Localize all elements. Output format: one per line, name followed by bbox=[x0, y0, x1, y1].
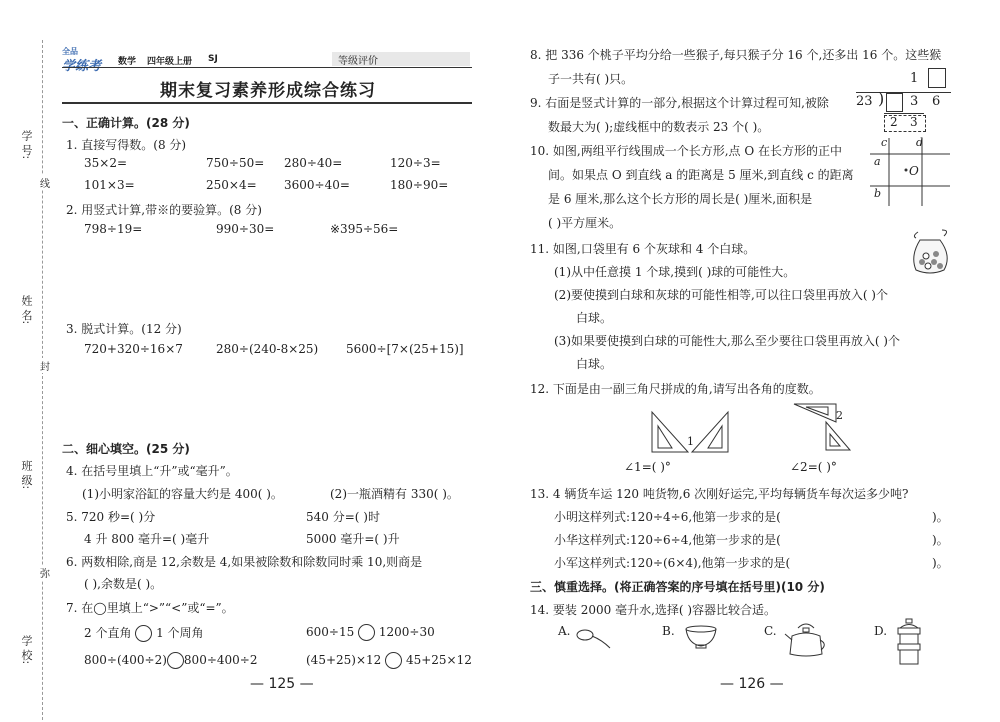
q2-item: 798÷19= bbox=[84, 222, 143, 236]
q12-angle-2-label: 2 bbox=[836, 409, 843, 422]
q5-part-1: 5. 720 秒=( )分 bbox=[66, 510, 156, 524]
q12-answer-1: ∠1=( )° bbox=[624, 460, 671, 474]
q9-digit: 2 bbox=[890, 115, 898, 129]
compare-circle[interactable] bbox=[385, 652, 402, 669]
compare-circle[interactable] bbox=[167, 652, 184, 669]
q7-left: 800÷(400÷2) bbox=[84, 653, 167, 667]
section-1-heading: 一、正确计算。(28 分) bbox=[62, 116, 190, 130]
q11-part-3-line-2: 白球。 bbox=[576, 357, 613, 371]
title-rule bbox=[62, 102, 472, 104]
q3-prompt: 3. 脱式计算。(12 分) bbox=[66, 322, 182, 336]
q6-line-1: 6. 两数相除,商是 12,余数是 4,如果被除数和除数同时乘 10,则商是 bbox=[66, 555, 423, 569]
header-edition: SJ bbox=[208, 54, 218, 64]
q7-compare-1 bbox=[84, 624, 204, 642]
q7-left: 600÷15 bbox=[306, 625, 355, 639]
binding-line bbox=[42, 40, 43, 720]
logo: 学练考 bbox=[62, 59, 102, 74]
binding-seal-mark: 封 bbox=[40, 358, 50, 373]
q11-part-2-line-2: 白球。 bbox=[576, 311, 613, 325]
page-number: — 125 — bbox=[250, 676, 314, 692]
q9-line-2: 数最大为( );虚线框中的数表示 23 个( )。 bbox=[548, 120, 770, 134]
q8-line-2: 子一共有( )只。 bbox=[548, 72, 634, 86]
q11-part-1: (1)从中任意摸 1 个球,摸到( )球的可能性大。 bbox=[554, 265, 796, 279]
q11-prompt: 11. 如图,口袋里有 6 个灰球和 4 个白球。 bbox=[530, 242, 756, 256]
q9-sub-line bbox=[884, 113, 924, 114]
right-page bbox=[500, 0, 1000, 722]
header-rule bbox=[62, 67, 472, 68]
q1-item: 120÷3= bbox=[390, 156, 441, 170]
q10-line-4: ( )平方厘米。 bbox=[548, 216, 622, 230]
q11-part-2-line-1: (2)要使摸到白球和灰球的可能性相等,可以往口袋里再放入( )个 bbox=[554, 288, 888, 302]
option-b-label[interactable]: B. bbox=[662, 624, 675, 638]
bag-icon bbox=[908, 226, 952, 276]
binding-class: 班 级: bbox=[20, 460, 33, 490]
q12-angle-1-label: 1 bbox=[687, 435, 694, 448]
q10-line-1: 10. 如图,两组平行线围成一个长方形,点 O 在长方形的正中 bbox=[530, 144, 842, 158]
q9-blank-box[interactable] bbox=[886, 93, 903, 112]
q9-bracket: ) bbox=[878, 89, 885, 108]
q1-item: 35×2= bbox=[84, 156, 128, 170]
q3-item: 5600÷[7×(25+15)] bbox=[346, 342, 464, 356]
q9-digit: 3 bbox=[910, 94, 919, 109]
q1-item: 280÷40= bbox=[284, 156, 343, 170]
q2-item: 990÷30= bbox=[216, 222, 275, 236]
q7-right: 45+25×12 bbox=[405, 653, 472, 667]
q9-line-1: 9. 右面是竖式计算的一部分,根据这个计算过程可知,被除 bbox=[530, 96, 829, 110]
header-subject: 数学 bbox=[118, 57, 137, 67]
q9-digit: 3 bbox=[910, 115, 918, 129]
q7-right: 800÷400÷2 bbox=[183, 653, 258, 667]
option-d-label[interactable]: D. bbox=[874, 624, 888, 638]
q1-item: 250×4= bbox=[206, 178, 257, 192]
q1-item: 3600÷40= bbox=[284, 178, 350, 192]
binding-student-id: 学 号: bbox=[20, 130, 33, 160]
q5-part-4: 5000 毫升=( )升 bbox=[306, 532, 400, 546]
q7-right: 1200÷30 bbox=[378, 625, 435, 639]
q10-line-3: 是 6 厘米,那么这个长方形的周长是( )厘米,面积是 bbox=[548, 192, 813, 206]
q1-item: 101×3= bbox=[84, 178, 135, 192]
section-2-heading: 二、细心填空。(25 分) bbox=[62, 442, 190, 456]
spoon-icon bbox=[576, 626, 612, 650]
rating-box: 等级评价 bbox=[332, 52, 470, 66]
q2-prompt: 2. 用竖式计算,带※的要验算。(8 分) bbox=[66, 203, 262, 217]
q10-label-b: b bbox=[874, 187, 882, 200]
q13-line-1: 小明这样列式:120÷4÷6,他第一步求的是( bbox=[554, 510, 781, 524]
q3-item: 280÷(240-8×25) bbox=[216, 342, 319, 356]
q7-right: 1 个周角 bbox=[156, 626, 204, 640]
option-c-label[interactable]: C. bbox=[764, 624, 777, 638]
compare-circle[interactable] bbox=[135, 625, 152, 642]
q9-digit: 1 bbox=[910, 71, 919, 86]
compare-circle[interactable] bbox=[358, 624, 375, 641]
q13-close-2: )。 bbox=[932, 533, 949, 547]
option-a-label[interactable]: A. bbox=[558, 624, 571, 638]
q13-prompt: 13. 4 辆货车运 120 吨货物,6 次刚好运完,平均每辆货车每次运多少吨? bbox=[530, 487, 909, 501]
q6-line-2: ( ),余数是( )。 bbox=[84, 577, 163, 591]
q7-compare-2 bbox=[306, 624, 435, 641]
q13-close-1: )。 bbox=[932, 510, 949, 524]
q13-line-3: 小军这样列式:120÷(6×4),他第一步求的是( bbox=[554, 556, 791, 570]
q9-division-bar bbox=[856, 92, 951, 93]
q3-item: 720+320÷16×7 bbox=[84, 342, 183, 356]
binding-name: 姓 名: bbox=[20, 295, 33, 325]
q1-item: 180÷90= bbox=[390, 178, 449, 192]
binding-school: 学 校: bbox=[20, 635, 33, 665]
binding-seal2-mark: 弥 bbox=[40, 565, 50, 580]
q4-prompt: 4. 在括号里填上“升”或“毫升”。 bbox=[66, 464, 238, 478]
kettle-icon bbox=[784, 620, 828, 660]
q11-part-3-line-1: (3)如果要使摸到白球的可能性大,那么至少要往口袋里再放入( )个 bbox=[554, 334, 900, 348]
q4-part-1: (1)小明家浴缸的容量大约是 400( )。 bbox=[82, 487, 283, 501]
q1-item: 750÷50= bbox=[206, 156, 265, 170]
q12-answer-2: ∠2=( )° bbox=[790, 460, 837, 474]
page-number: — 126 — bbox=[720, 676, 784, 692]
q5-part-2: 540 分=( )时 bbox=[306, 510, 380, 524]
bowl-icon bbox=[684, 624, 718, 650]
section-3-heading: 三、慎重选择。(将正确答案的序号填在括号里)(10 分) bbox=[530, 580, 825, 594]
q14-prompt: 14. 要装 2000 毫升水,选择( )容器比较合适。 bbox=[530, 603, 777, 617]
header-grade: 四年级上册 bbox=[147, 57, 193, 67]
q10-label-d: d bbox=[916, 136, 924, 149]
q7-prompt: 7. 在◯里填上“>”“<”或“=”。 bbox=[66, 601, 234, 615]
q2-item: ※395÷56= bbox=[330, 222, 399, 236]
q10-label-a: a bbox=[874, 155, 881, 168]
q10-line-2: 间。如果点 O 到直线 a 的距离是 5 厘米,到直线 c 的距离 bbox=[548, 168, 854, 182]
q7-left: (45+25)×12 bbox=[306, 653, 382, 667]
q10-label-o: O bbox=[909, 164, 919, 178]
jar-icon bbox=[894, 618, 924, 668]
q5-part-3: 4 升 800 毫升=( )毫升 bbox=[84, 532, 210, 546]
q1-prompt: 1. 直接写得数。(8 分) bbox=[66, 138, 187, 152]
q12-prompt: 12. 下面是由一副三角尺拼成的角,请写出各角的度数。 bbox=[530, 382, 821, 396]
q9-blank-box[interactable] bbox=[928, 68, 946, 88]
point-o bbox=[905, 169, 908, 172]
q4-part-2: (2)一瓶酒精有 330( )。 bbox=[330, 487, 459, 501]
set-square-figure-1 bbox=[650, 410, 730, 455]
q9-digit: 6 bbox=[932, 94, 941, 109]
q13-line-2: 小华这样列式:120÷6÷4,他第一步求的是( bbox=[554, 533, 781, 547]
q10-label-c: c bbox=[881, 136, 888, 149]
q13-close-3: )。 bbox=[932, 556, 949, 570]
q7-left: 2 个直角 bbox=[84, 626, 132, 640]
q7-compare-4 bbox=[306, 652, 472, 669]
binding-line-mark: 线 bbox=[40, 175, 50, 190]
set-square-figure-2 bbox=[792, 402, 852, 452]
logo-top: 全品 bbox=[62, 47, 78, 56]
page-title: 期末复习素养形成综合练习 bbox=[160, 81, 376, 101]
q7-compare-3 bbox=[84, 652, 257, 669]
q9-divisor: 23 bbox=[856, 94, 873, 109]
q8-line-1: 8. 把 336 个桃子平均分给一些猴子,每只猴子分 16 个,还多出 16 个。这些猴 bbox=[530, 48, 942, 62]
